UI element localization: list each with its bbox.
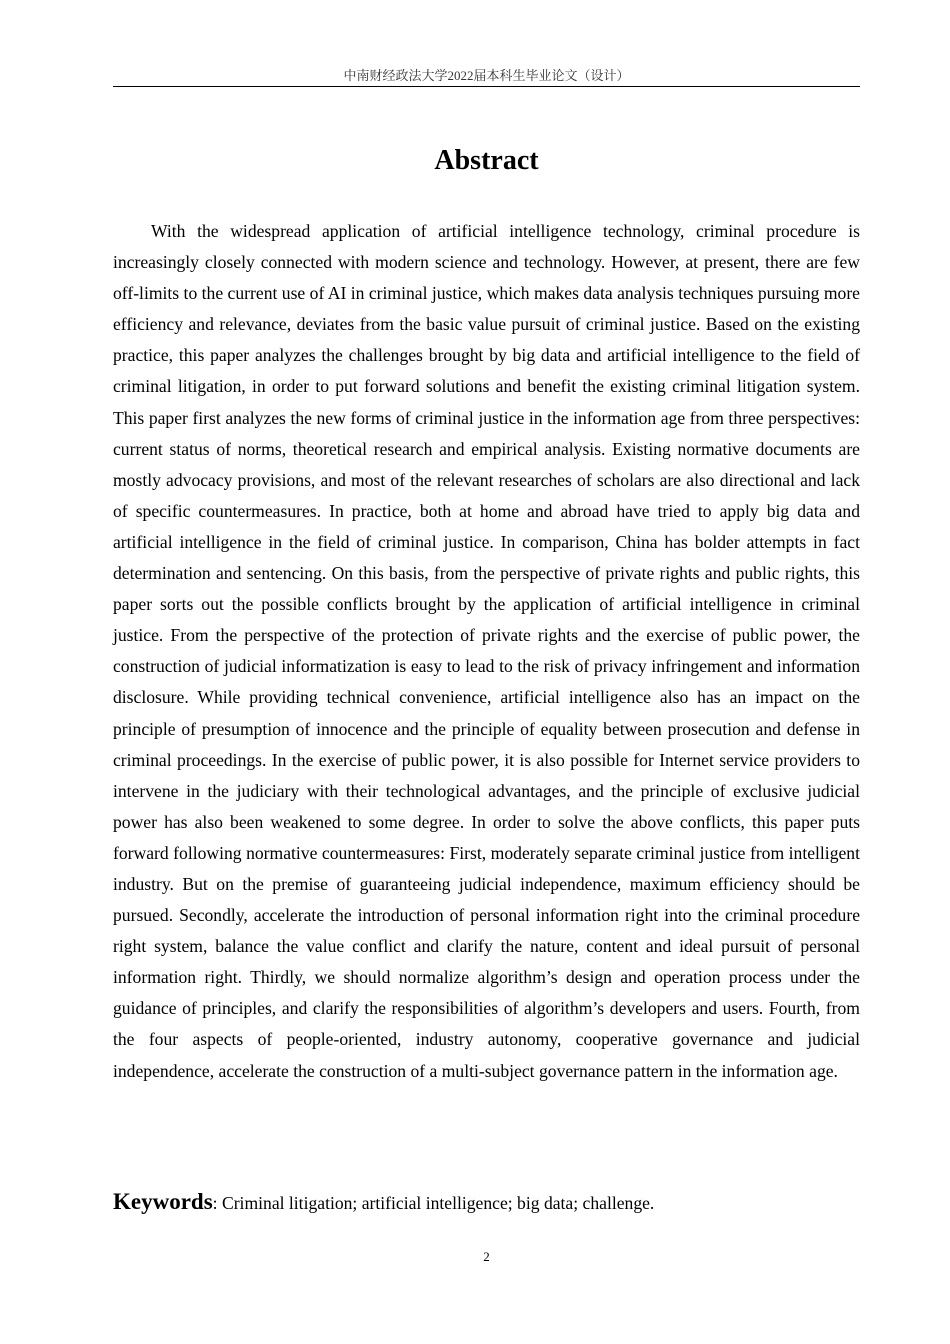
keywords-separator: : [212,1193,218,1213]
abstract-body: With the widespread application of artificial intelligence technology, criminal procedure is increasingly closely connected with modern science and technology. However, at present, there are few off-limits to the current use of AI in criminal justice, which makes data analysis techniques pursuing more efficiency and relevance, deviates from the basic value pursuit of criminal justice. Based on the existing practice, this paper analyzes the challenges brought by big data and artificial intelligence to the field of criminal litigation, in order to put forward solutions and benefit the existing criminal litigation system. This paper first analyzes the new forms of criminal justice in the information age from three perspectives: current status of norms, theoretical research and empirical analysis. Existing normative documents are mostly advocacy provisions, and most of the relevant researches of scholars are also directional and lack of specific countermeasures. In practice, both at home and abroad have tried to apply big data and artificial intelligence in the field of criminal justice. In comparison, China has bolder attempts in fact determination and sentencing. On this basis, from the perspective of private rights and public rights, this paper sorts out the possible conflicts brought by the application of artificial intelligence in criminal justice. From the perspective of the protection of private rights and the exercise of public power, the construction of judicial informatization is easy to lead to the risk of privacy infringement and information disclosure. While providing technical convenience, artificial intelligence also has an impact on the principle of presumption of innocence and the principle of equality between prosecution and defense in criminal proceedings. In the exercise of public power, it is also possible for Internet service providers to intervene in the judiciary with their technological advantages, and the principle of exclusive judicial power has also been weakened to some degree. In order to solve the above conflicts, this paper puts forward following normative countermeasures: First, moderately separate criminal justice from intelligent industry. But on the premise of guaranteeing judicial independence, maximum efficiency should be pursued. Secondly, accelerate the introduction of personal information right into the criminal procedure right system, balance the value conflict and clarify the nature, content and ideal pursuit of personal information right. Thirdly, we should normalize algorithm’s design and operation process under the guidance of principles, and clarify the responsibilities of algorithm’s developers and users. Fourth, from the four aspects of people-oriented, industry autonomy, cooperative governance and judicial independence, accelerate the construction of a multi-subject governance pattern in the information age. [113,221,860,1081]
keywords-label: Keywords [113,1189,213,1214]
page-header: 中南财经政法大学2022届本科生毕业论文（设计） [113,66,860,87]
keywords-line [113,1185,860,1220]
page-number: 2 [483,1249,490,1264]
abstract-title: Abstract [434,145,539,176]
keywords-text: Criminal litigation; artificial intelligence; big data; challenge. [217,1193,655,1213]
